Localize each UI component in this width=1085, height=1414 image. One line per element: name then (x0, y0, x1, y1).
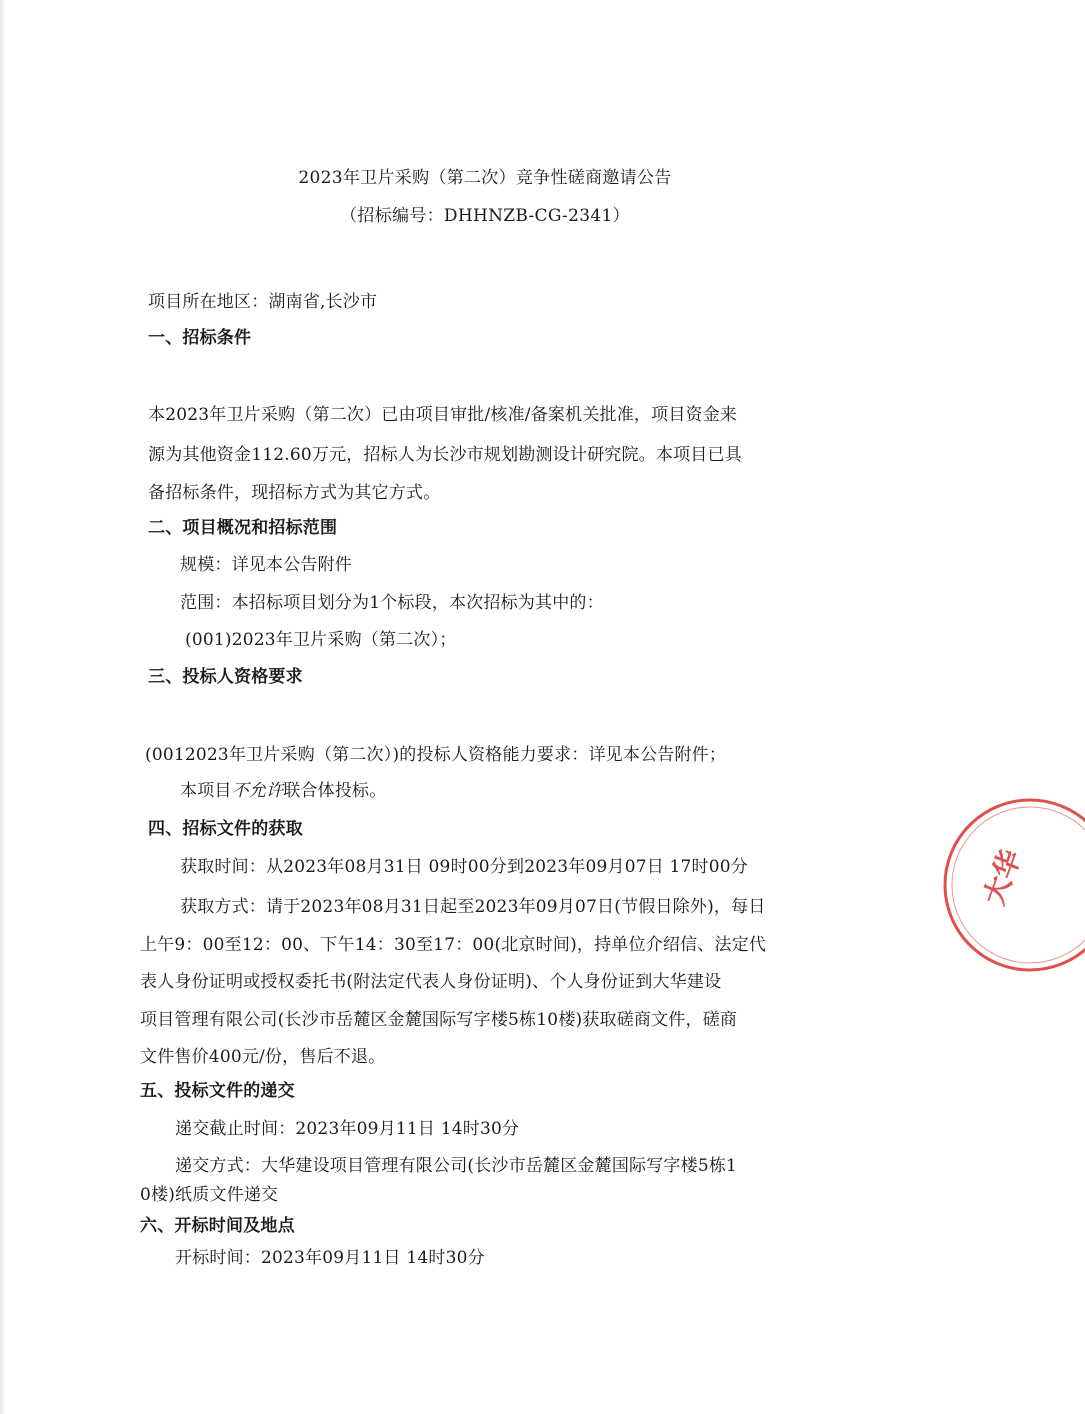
section-heading-project-overview: 二、项目概况和招标范围 (148, 518, 338, 538)
consortium-prefix: 本项目 (180, 781, 232, 801)
seal-inner-ring (952, 807, 1085, 963)
seal-text: 大华 (977, 845, 1028, 910)
acquisition-time: 获取时间：从2023年08月31日 09时00分到2023年09月07日 17时00分 (180, 857, 748, 877)
acquisition-method-line: 获取方式：请于2023年08月31日起至2023年09月07日(节假日除外)，每日 (180, 897, 766, 917)
bidding-conditions-line: 备招标条件，现招标方式为其它方式。 (148, 483, 441, 503)
submission-deadline: 递交截止时间：2023年09月11日 14时30分 (175, 1119, 520, 1139)
section-heading-bid-opening: 六、开标时间及地点 (140, 1216, 295, 1236)
section-heading-bidder-qualification: 三、投标人资格要求 (148, 667, 303, 687)
qualification-requirement: (0012023年卫片采购（第二次）)的投标人资格能力要求：详见本公告附件； (145, 745, 727, 765)
acquisition-method-line: 上午9：00至12：00、下午14：30至17：00(北京时间)，持单位介绍信、法定代 (140, 935, 767, 955)
project-scale: 规模：详见本公告附件 (180, 555, 352, 575)
company-seal (935, 790, 1085, 980)
acquisition-method-line: 文件售价400元/份，售后不退。 (140, 1047, 386, 1067)
consortium-emphasis: 不允许 (231, 781, 284, 801)
consortium-suffix: 联合体投标。 (283, 781, 387, 801)
bid-number: （招标编号：DHHNZB-CG-2341） (340, 206, 630, 226)
submission-method-line: 递交方式：大华建设项目管理有限公司(长沙市岳麓区金麓国际写字楼5栋1 (175, 1156, 738, 1176)
acquisition-method-line: 项目管理有限公司(长沙市岳麓区金麓国际写字楼5栋10楼)获取磋商文件，磋商 (140, 1010, 738, 1030)
submission-method-line: 0楼)纸质文件递交 (140, 1185, 279, 1205)
document-title: 2023年卫片采购（第二次）竞争性磋商邀请公告 (298, 168, 672, 188)
project-location: 项目所在地区：湖南省,长沙市 (148, 292, 378, 312)
section-heading-bidding-conditions: 一、招标条件 (148, 328, 252, 348)
project-lot: (001)2023年卫片采购（第二次）； (185, 630, 457, 650)
section-heading-bid-submission: 五、投标文件的递交 (140, 1081, 295, 1101)
bidding-conditions-line: 源为其他资金112.60万元，招标人为长沙市规划勘测设计研究院。本项目已具 (148, 445, 742, 465)
consortium-statement (180, 776, 386, 801)
bid-opening-time: 开标时间：2023年09月11日 14时30分 (175, 1248, 485, 1268)
project-scope: 范围：本招标项目划分为1个标段，本次招标为其中的： (180, 593, 604, 613)
acquisition-method-line: 表人身份证明或授权委托书(附法定代表人身份证明)、个人身份证到大华建设 (140, 972, 722, 992)
section-heading-document-acquisition: 四、招标文件的获取 (148, 819, 303, 839)
bidding-conditions-line: 本2023年卫片采购（第二次）已由项目审批/核准/备案机关批准，项目资金来 (148, 405, 738, 425)
